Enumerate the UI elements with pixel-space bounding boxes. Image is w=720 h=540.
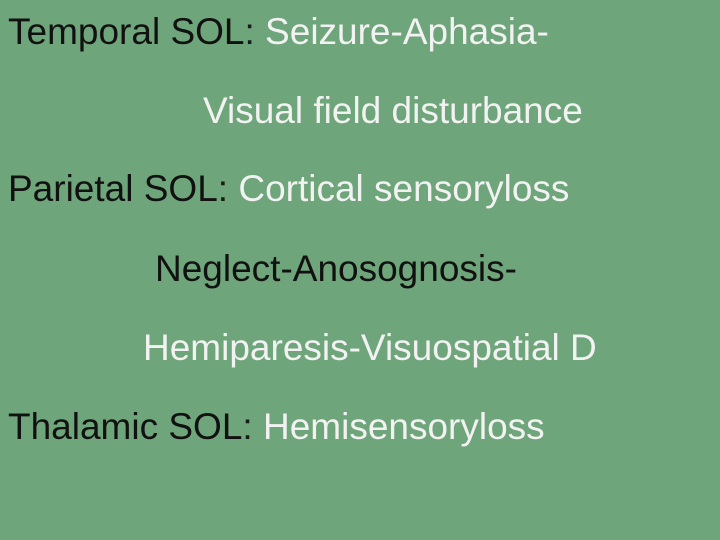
thalamic-sol-label: Thalamic SOL	[8, 406, 243, 447]
temporal-sol-colon: :	[244, 11, 255, 52]
parietal-sol-symptoms-continued: Neglect-Anosognosis-	[155, 248, 517, 289]
temporal-sol-symptoms: Seizure-Aphasia-	[254, 11, 549, 52]
thalamic-sol-symptoms: Hemisensoryloss	[252, 406, 545, 447]
parietal-sol-symptoms-continued-2: Hemiparesis-Visuospatial D	[143, 327, 597, 368]
parietal-sol-symptoms: Cortical sensoryloss	[228, 168, 570, 209]
temporal-sol-symptoms-continued: Visual field disturbance	[203, 90, 583, 131]
thalamic-sol-colon: :	[242, 406, 253, 447]
temporal-sol-label: Temporal SOL	[8, 11, 245, 52]
parietal-sol-line	[8, 167, 569, 211]
parietal-sol-label: Parietal SOL	[8, 168, 218, 209]
thalamic-sol-line	[8, 405, 545, 449]
temporal-sol-line	[8, 10, 549, 54]
parietal-sol-colon: :	[217, 168, 229, 209]
